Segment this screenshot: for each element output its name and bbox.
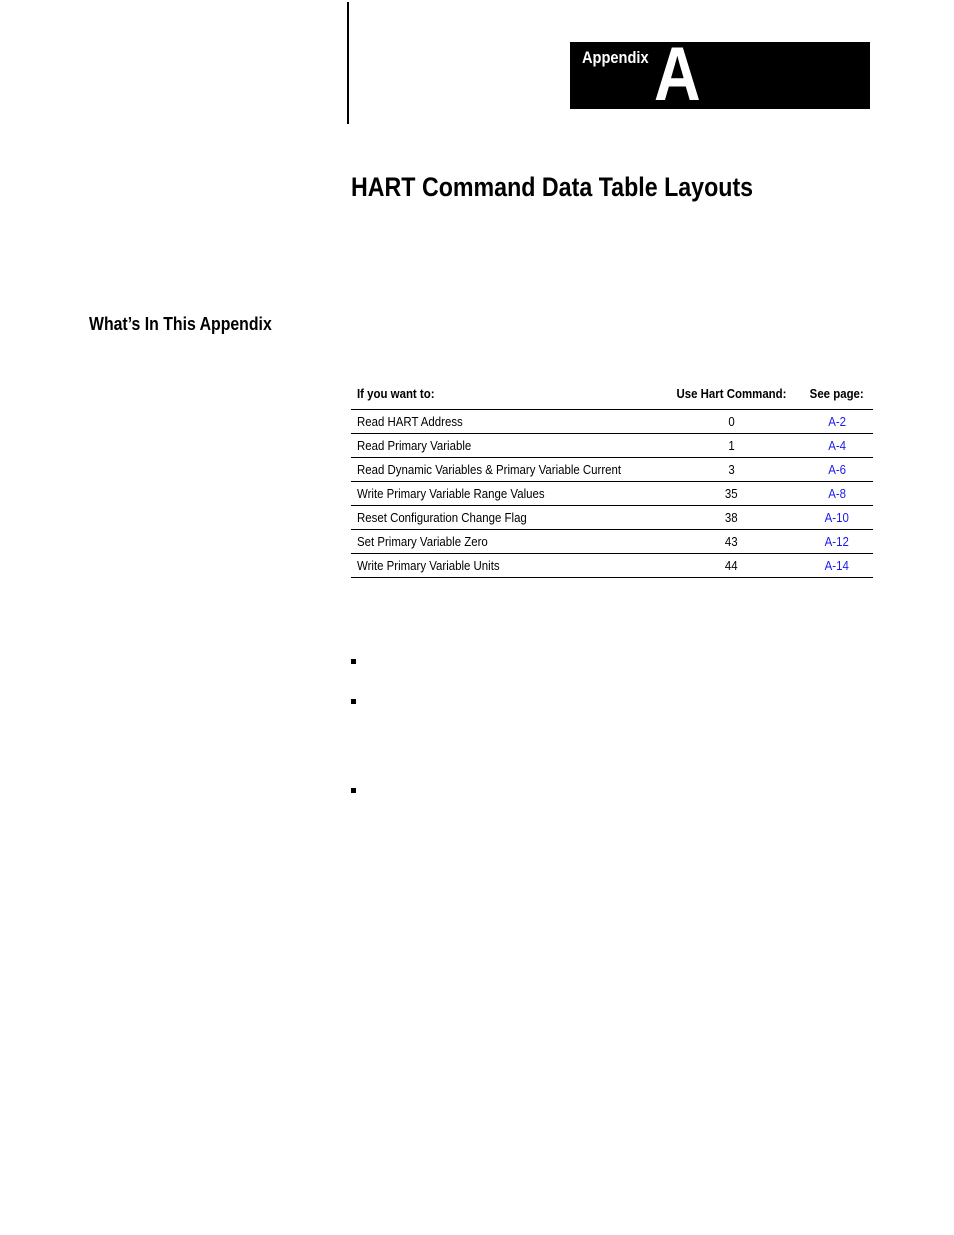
margin-rule bbox=[347, 2, 349, 124]
bullet-marker bbox=[351, 659, 356, 664]
table-row bbox=[351, 482, 873, 506]
command-cell: 1 bbox=[663, 434, 800, 458]
page-cell bbox=[800, 434, 873, 458]
page-cell bbox=[800, 482, 873, 506]
command-reference-table bbox=[351, 377, 873, 578]
table-row bbox=[351, 554, 873, 578]
command-cell: 38 bbox=[663, 506, 800, 530]
page-link[interactable]: A-12 bbox=[824, 534, 849, 549]
command-cell: 43 bbox=[663, 530, 800, 554]
task-cell: Read HART Address bbox=[351, 410, 663, 434]
page-link[interactable]: A-10 bbox=[824, 510, 849, 525]
page-link[interactable]: A-6 bbox=[827, 462, 846, 477]
task-cell: Write Primary Variable Range Values bbox=[351, 482, 663, 506]
column-header-page: See page: bbox=[800, 377, 873, 410]
column-header-task: If you want to: bbox=[351, 377, 663, 410]
section-heading: What’s In This Appendix bbox=[89, 314, 272, 334]
command-cell: 3 bbox=[663, 458, 800, 482]
command-cell: 35 bbox=[663, 482, 800, 506]
task-cell: Read Dynamic Variables & Primary Variable Current bbox=[351, 458, 663, 482]
page-cell bbox=[800, 458, 873, 482]
appendix-label: Appendix bbox=[582, 48, 649, 67]
page-link[interactable]: A-14 bbox=[824, 558, 849, 573]
bullet-marker bbox=[351, 788, 356, 793]
table-row bbox=[351, 530, 873, 554]
bullet-marker bbox=[351, 699, 356, 704]
page-link[interactable]: A-2 bbox=[827, 414, 846, 429]
task-cell: Set Primary Variable Zero bbox=[351, 530, 663, 554]
table-row bbox=[351, 410, 873, 434]
page-link[interactable]: A-4 bbox=[827, 438, 846, 453]
command-cell: 0 bbox=[663, 410, 800, 434]
command-cell: 44 bbox=[663, 554, 800, 578]
page-title: HART Command Data Table Layouts bbox=[351, 172, 754, 202]
column-header-command: Use Hart Command: bbox=[663, 377, 800, 410]
page-cell bbox=[800, 410, 873, 434]
appendix-tab bbox=[570, 32, 870, 117]
page-cell bbox=[800, 530, 873, 554]
table-row bbox=[351, 434, 873, 458]
page-cell bbox=[800, 554, 873, 578]
table-row bbox=[351, 506, 873, 530]
task-cell: Reset Configuration Change Flag bbox=[351, 506, 663, 530]
appendix-letter: A bbox=[654, 32, 701, 117]
task-cell: Read Primary Variable bbox=[351, 434, 663, 458]
task-cell: Write Primary Variable Units bbox=[351, 554, 663, 578]
table-header-row bbox=[351, 377, 873, 410]
table-row bbox=[351, 458, 873, 482]
page-cell bbox=[800, 506, 873, 530]
page-link[interactable]: A-8 bbox=[827, 486, 846, 501]
